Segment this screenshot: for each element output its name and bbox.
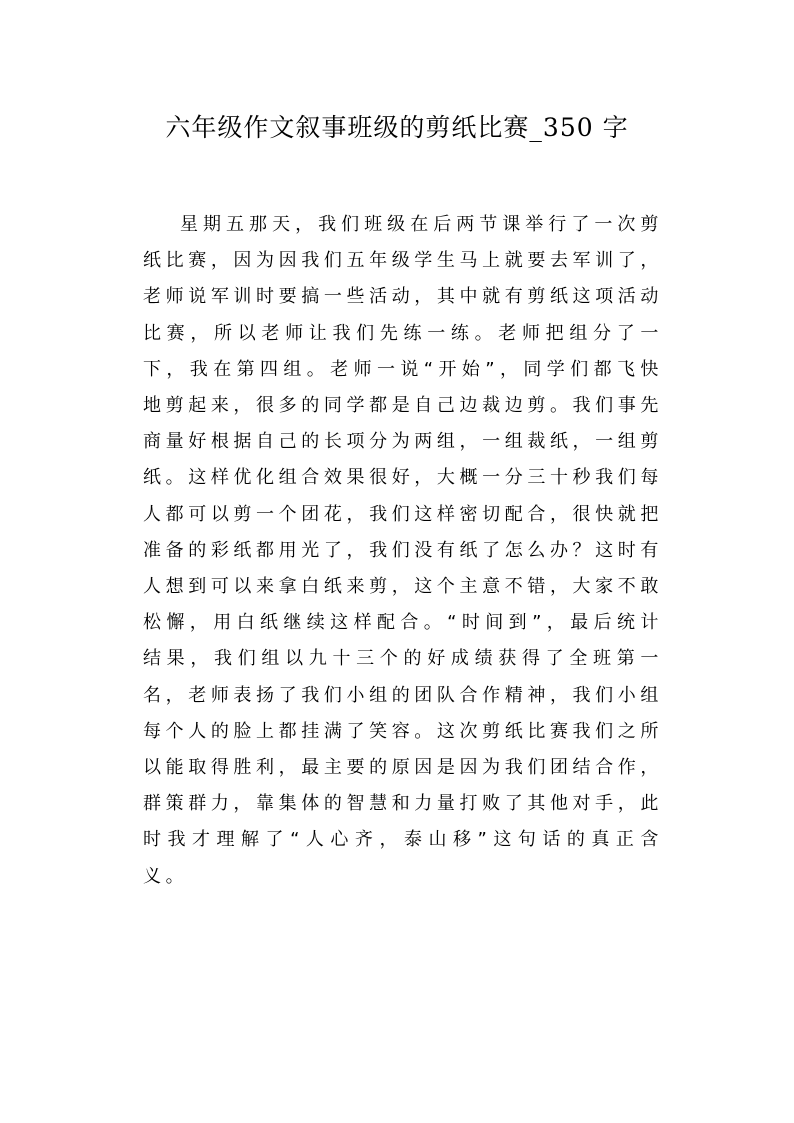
document-body-paragraph: 星期五那天，我们班级在后两节课举行了一次剪纸比赛，因为因我们五年级学生马上就要去军训了，老师说军训时要搞一些活动，其中就有剪纸这项活动比赛，所以老师让我们先练一练。老师把组分了一下，我在第四组。老师一说“开始”，同学们都飞快地剪起来，很多的同学都是自己边裁边剪。我们事先商量好根据自己的长项分为两组，一组裁纸，一组剪纸。这样优化组合效果很好，大概一分三十秒我们每人都可以剪一个团花，我们这样密切配合，很快就把准备的彩纸都用光了，我们没有纸了怎么办？这时有人想到可以来拿白纸来剪，这个主意不错，大家不敢松懈，用白纸继续这样配合。“时间到”，最后统计结果，我们组以九十三个的好成绩获得了全班第一名，老师表扬了我们小组的团队合作精神，我们小组每个人的脸上都挂满了笑容。这次剪纸比赛我们之所以能取得胜利，最主要的原因是因为我们团结合作，群策群力，靠集体的智慧和力量打败了其他对手，此时我才理解了“人心齐，泰山移”这句话的真正含义。 (143, 214, 663, 887)
document-title: 六年级作文叙事班级的剪纸比赛_350 字 (165, 113, 629, 142)
